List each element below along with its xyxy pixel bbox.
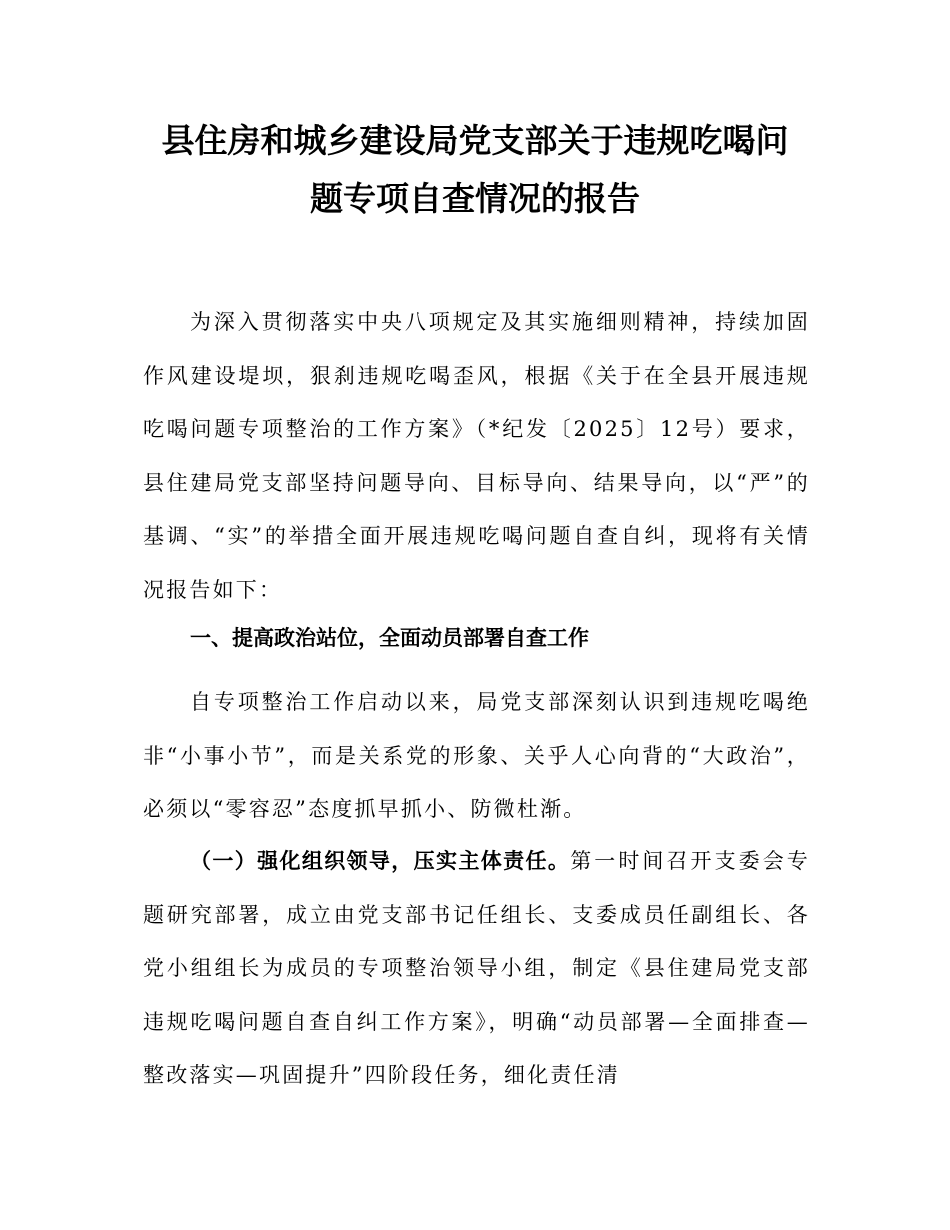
- subsection-1-paragraph: [143, 835, 810, 1103]
- title-line-2: 题专项自查情况的报告: [310, 179, 640, 218]
- subsection-1-heading: （一）强化组织领导，压实主体责任。: [190, 849, 571, 873]
- section-1-paragraph: 自专项整治工作启动以来，局党支部深刻认识到违规吃喝绝非“小事小节”，而是关系党的形象、关乎人心向背的“大政治”，必须以“零容忍”态度抓早抓小、防微杜渐。: [143, 690, 810, 822]
- title-line-1: 县住房和城乡建设局党支部关于违规吃喝问: [161, 121, 789, 160]
- document-title: [100, 112, 850, 228]
- subsection-1-text: 第一时间召开支委会专题研究部署，成立由党支部书记任组长、支委成员任副组长、各党小组组长为成员的专项整治领导小组，制定《县住建局党支部违规吃喝问题自查自纠工作方案》，明确“动员部署—全面排查—整改落实—巩固提升”四阶段任务，细化责任清: [143, 849, 811, 1088]
- section-1-heading: 一、提高政治站位，全面动员部署自查工作: [190, 626, 589, 650]
- intro-paragraph: 为深入贯彻落实中央八项规定及其实施细则精神，持续加固作风建设堤坝，狠刹违规吃喝歪风，根据《关于在全县开展违规吃喝问题专项整治的工作方案》（*纪发〔2025〕12号）要求，县住建局党支部坚持问题导向、目标导向、结果导向，以“严”的基调、“实”的举措全面开展违规吃喝问题自查自纠，现将有关情况报告如下：: [143, 310, 810, 602]
